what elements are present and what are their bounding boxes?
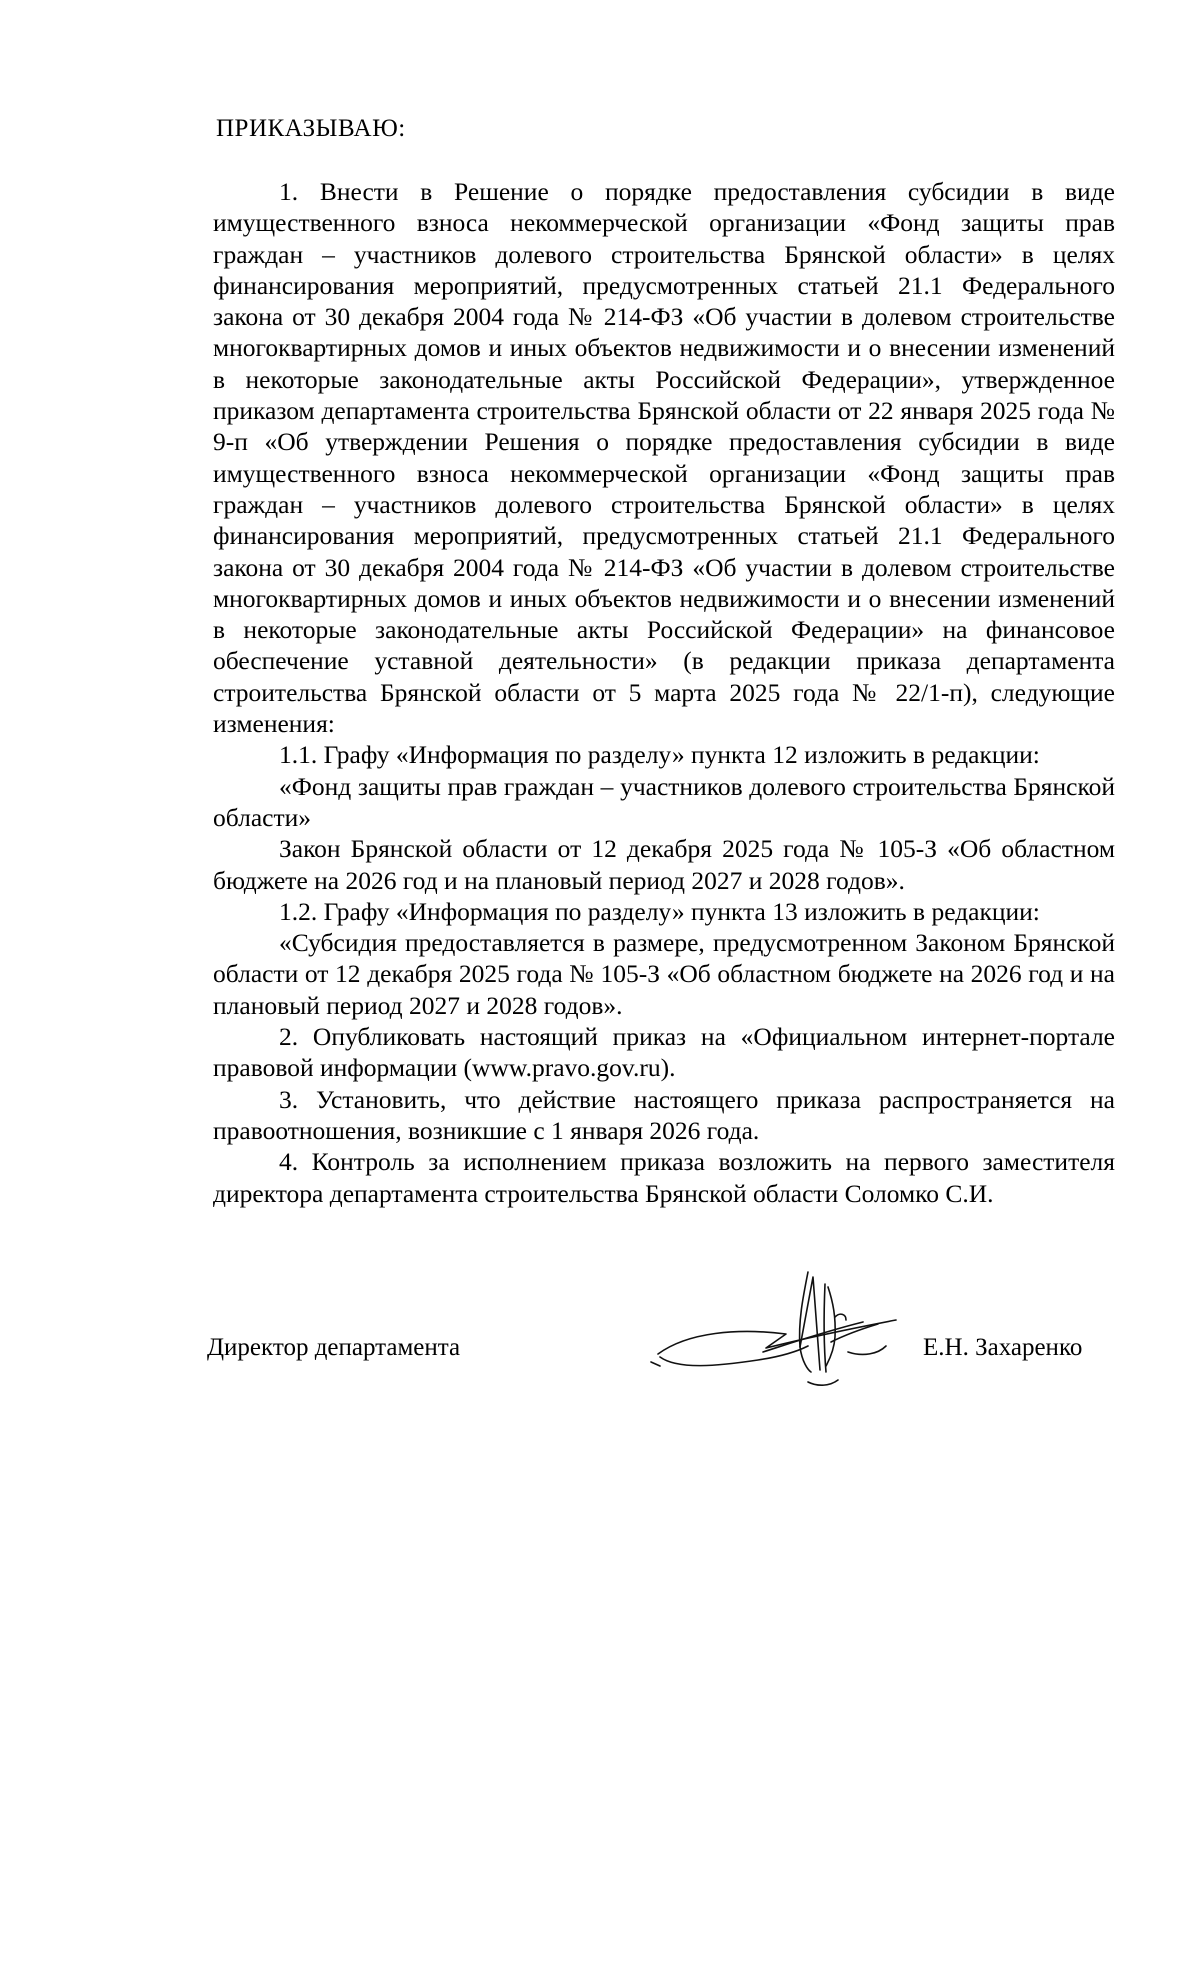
paragraph-item-1-1: 1.1. Графу «Информация по разделу» пункта 12 изложить в редакции: <box>279 740 1040 770</box>
signatory-title: Директор департамента <box>207 1334 461 1361</box>
paragraph-law-reference: Закон Брянской области от 12 декабря 2025 года № 105-З «Об областном бюджете на 2026 год и на плановый период 2027 и 2028 годов». <box>213 834 1115 895</box>
paragraph-item-4: 4. Контроль за исполнением приказа возложить на первого заместителя директора департамента строительства Брянской области Соломко С.И. <box>213 1147 1115 1208</box>
paragraph-item-3: 3. Установить, что действие настоящего приказа распространяется на правоотношения, возникшие с 1 января 2026 года. <box>213 1084 1115 1145</box>
paragraph-quote-fund-name: «Фонд защиты прав граждан – участников долевого строительства Брянской области» <box>213 771 1115 832</box>
paragraph-item-2: 2. Опубликовать настоящий приказ на «Официальном интернет-портале правовой информации (www.pravo.gov.ru). <box>213 1022 1115 1083</box>
paragraph-item-1-2: 1.2. Графу «Информация по разделу» пункта 13 изложить в редакции: <box>279 896 1040 926</box>
paragraph-quote-subsidy: «Субсидия предоставляется в размере, предусмотренном Законом Брянской области от 12 декабря 2025 года № 105-З «Об областном бюджете на 2026 год и на плановый период 2027 и 2028 годов». <box>213 928 1115 1020</box>
signature-block <box>0 1320 1200 1380</box>
signatory-name: Е.Н. Захаренко <box>923 1334 1083 1361</box>
order-body <box>213 176 1115 1209</box>
handwritten-signature-icon <box>648 1262 898 1392</box>
paragraph-item-1: 1. Внести в Решение о порядке предоставления субсидии в виде имущественного взноса некоммерческой организации «Фонд защиты прав граждан – участников долевого строительства Брянской области» в целях финансирования мероприятий, предусмотренных статьей 21.1 Федерального закона от 30 декабря 2004 года № 214-ФЗ «Об участии в долевом строительстве многоквартирных домов и иных объектов недвижимости и о внесении изменений в некоторые законодательные акты Российской Федерации», утвержденное приказом департамента строительства Брянской области от 22 января 2025 года № 9-п «Об утверждении Решения о порядке предоставления субсидии в виде имущественного взноса некоммерческой организации «Фонд защиты прав граждан – участников долевого строительства Брянской области» в целях финансирования мероприятий, предусмотренных статьей 21.1 Федерального закона от 30 декабря 2004 года № 214-ФЗ «Об участии в долевом строительстве многоквартирных домов и иных объектов недвижимости и о внесении изменений в некоторые законодательные акты Российской Федерации» на финансовое обеспечение уставной деятельности» (в редакции приказа департамента строительства Брянской области от 5 марта 2025 года № 22/1-п), следующие изменения: <box>213 177 1115 739</box>
order-heading: ПРИКАЗЫВАЮ: <box>216 115 406 142</box>
